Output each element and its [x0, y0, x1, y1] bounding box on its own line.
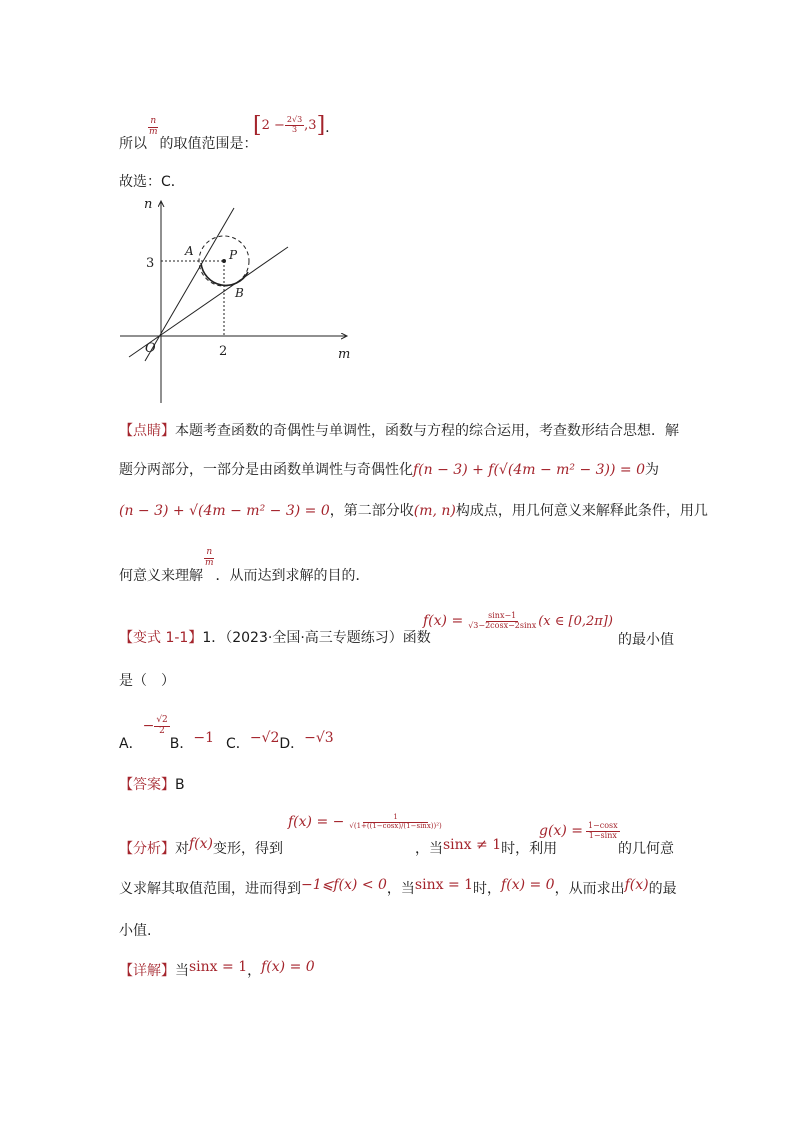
- comment-tag: 【点睛】: [119, 423, 175, 439]
- option-a-den: 2: [159, 725, 165, 736]
- analysis-eq-num: 1: [363, 814, 427, 823]
- analysis-l2-fx: f(x): [624, 877, 649, 893]
- option-b: [169, 730, 215, 753]
- analysis-equation: [288, 814, 444, 830]
- option-c: [226, 730, 280, 753]
- analysis-l2-t1: 义求解其取值范围，进而得到: [119, 881, 301, 897]
- analysis-eq-den: √(1+((1−cosx)/(1−sinx))²): [349, 821, 442, 830]
- analysis-tag: 【分析】: [119, 841, 175, 857]
- answer-line: [119, 776, 185, 794]
- detail-t2: ，: [247, 963, 262, 979]
- analysis-l2-ineq: −1⩽f(x) < 0: [301, 877, 387, 893]
- n-over-m-fraction: [147, 117, 160, 138]
- analysis-t5: 的几何意: [618, 841, 674, 857]
- range-bracket-right: ]: [316, 113, 326, 138]
- variant-line-1: [119, 629, 431, 647]
- comment-text-3b: 构成点，用几何意义来解释此条件，用几: [455, 503, 708, 519]
- range-num: 2√3: [286, 114, 303, 124]
- detail-tag: 【详解】: [119, 963, 175, 979]
- point-p-label: P: [229, 248, 238, 262]
- comment-line-2: [119, 461, 659, 479]
- variant-text: 1．（2023·全国·高三专题练习）函数: [202, 630, 431, 646]
- option-a-fraction: [154, 716, 169, 737]
- range-value: [253, 113, 330, 138]
- tick-2-label: 2: [219, 344, 228, 359]
- variant-tag: 【变式 1-1】: [119, 630, 203, 646]
- range-den: 3: [291, 124, 298, 134]
- variant-line-2: 是（ ）: [119, 673, 175, 689]
- option-d-label: D．: [279, 736, 305, 753]
- option-a-label: A．: [119, 736, 143, 753]
- comment-n-over-m: [203, 548, 216, 569]
- detail-t1: 当: [175, 963, 189, 979]
- point-p-dot: [222, 259, 226, 263]
- range-tail: ,3: [304, 118, 317, 133]
- analysis-line-3: 小值.: [119, 923, 152, 939]
- variant-f-num: sinx−1: [488, 611, 517, 620]
- analysis-g-fraction: [586, 822, 620, 841]
- option-a-minus: −: [142, 718, 155, 735]
- analysis-l2-t5: 的最: [648, 881, 677, 897]
- comment-text-2-end: 为: [645, 462, 660, 478]
- variant-f-domain: (x ∈ [0,2π]): [538, 613, 613, 629]
- analysis-t3: ，当: [415, 841, 443, 857]
- detail-line: [119, 959, 315, 980]
- comment-equation-2: (n − 3) + √(4m − m² − 3) = 0: [119, 503, 330, 519]
- option-d: [279, 730, 334, 753]
- detail-cond: sinx = 1: [189, 959, 248, 975]
- range-prefix: 所以: [119, 136, 147, 153]
- analysis-l2-t2: ，当: [386, 881, 415, 897]
- fraction-num: n: [150, 116, 157, 126]
- analysis-eq-lhs: f(x) = −: [288, 814, 345, 831]
- variant-f-fraction: [466, 612, 538, 631]
- option-c-value: −√2: [249, 730, 280, 747]
- m-axis-label: m: [338, 347, 351, 362]
- option-b-label: B．: [169, 736, 194, 753]
- analysis-line-1: [119, 836, 284, 858]
- point-b-label: B: [235, 286, 244, 300]
- comment-text-3a: ，第二部分收: [329, 503, 414, 519]
- answer-choice: 故选：C．: [119, 174, 185, 190]
- analysis-g-lhs: g(x) =: [539, 823, 583, 840]
- analysis-line-1-mid: [415, 836, 558, 857]
- analysis-t2: 变形，得到: [213, 841, 284, 857]
- fraction-den: m: [149, 126, 158, 137]
- point-a-label: A: [185, 244, 194, 258]
- answer-tag: 【答案】: [119, 777, 175, 793]
- comment-line-4: [119, 547, 370, 585]
- variant-function: [423, 612, 613, 631]
- comment-line-3: [119, 502, 708, 520]
- variant-f-lhs: f(x) =: [423, 613, 464, 630]
- analysis-l2-cond: sinx = 1: [414, 877, 474, 893]
- analysis-t1: 对: [175, 841, 189, 857]
- option-d-value: −√3: [304, 730, 334, 747]
- answer-value: B: [175, 777, 185, 793]
- fraction-num: n: [206, 547, 213, 557]
- comment-point-pair: (m, n): [413, 503, 456, 519]
- analysis-g-num: 1−cosx: [587, 821, 618, 830]
- range-line: [119, 115, 258, 151]
- range-bracket-left: [: [253, 113, 262, 138]
- analysis-line-2: [119, 877, 677, 898]
- option-c-label: C．: [226, 736, 250, 753]
- variant-f-den: √3−2cosx−2sinx: [468, 620, 537, 630]
- comment-text-4: 何意义来理解: [119, 568, 203, 585]
- variant-tail: 的最小值: [618, 632, 674, 648]
- option-b-value: −1: [193, 730, 215, 747]
- detail-eq: f(x) = 0: [261, 959, 315, 975]
- option-a: [119, 715, 170, 753]
- geometry-figure: [115, 193, 355, 408]
- analysis-l2-eq: f(x) = 0: [501, 877, 555, 893]
- analysis-fx: f(x): [189, 836, 214, 852]
- analysis-cond: sinx ≠ 1: [443, 837, 502, 853]
- range-suffix: 的取值范围是：: [159, 136, 258, 153]
- comment-line-1: [119, 422, 679, 440]
- range-two: 2 −: [261, 118, 285, 133]
- origin-label: O: [145, 341, 156, 356]
- comment-text-1: 本题考查函数的奇偶性与单调性，函数与方程的综合运用，考查数形结合思想．解: [175, 423, 679, 439]
- comment-text-4-end: ．从而达到求解的目的．: [215, 568, 370, 585]
- analysis-eq-fraction: [347, 814, 443, 830]
- analysis-l2-t4: ，从而求出: [554, 881, 625, 897]
- range-period: .: [325, 120, 330, 136]
- analysis-l2-t3: 时，: [473, 881, 502, 897]
- n-axis-label: n: [144, 197, 153, 212]
- fraction-den: m: [205, 557, 214, 568]
- analysis-g-den: 1−sinx: [588, 830, 617, 840]
- comment-equation-1: f(n − 3) + f(√(4m − m² − 3)) = 0: [413, 462, 646, 478]
- option-a-num: √2: [156, 715, 168, 725]
- range-fraction: [285, 116, 304, 135]
- options-line: [119, 716, 334, 752]
- analysis-t4: 时，利用: [501, 841, 558, 857]
- comment-text-2: 题分两部分，一部分是由函数单调性与奇偶性化: [119, 462, 413, 478]
- tick-3-label: 3: [146, 256, 155, 271]
